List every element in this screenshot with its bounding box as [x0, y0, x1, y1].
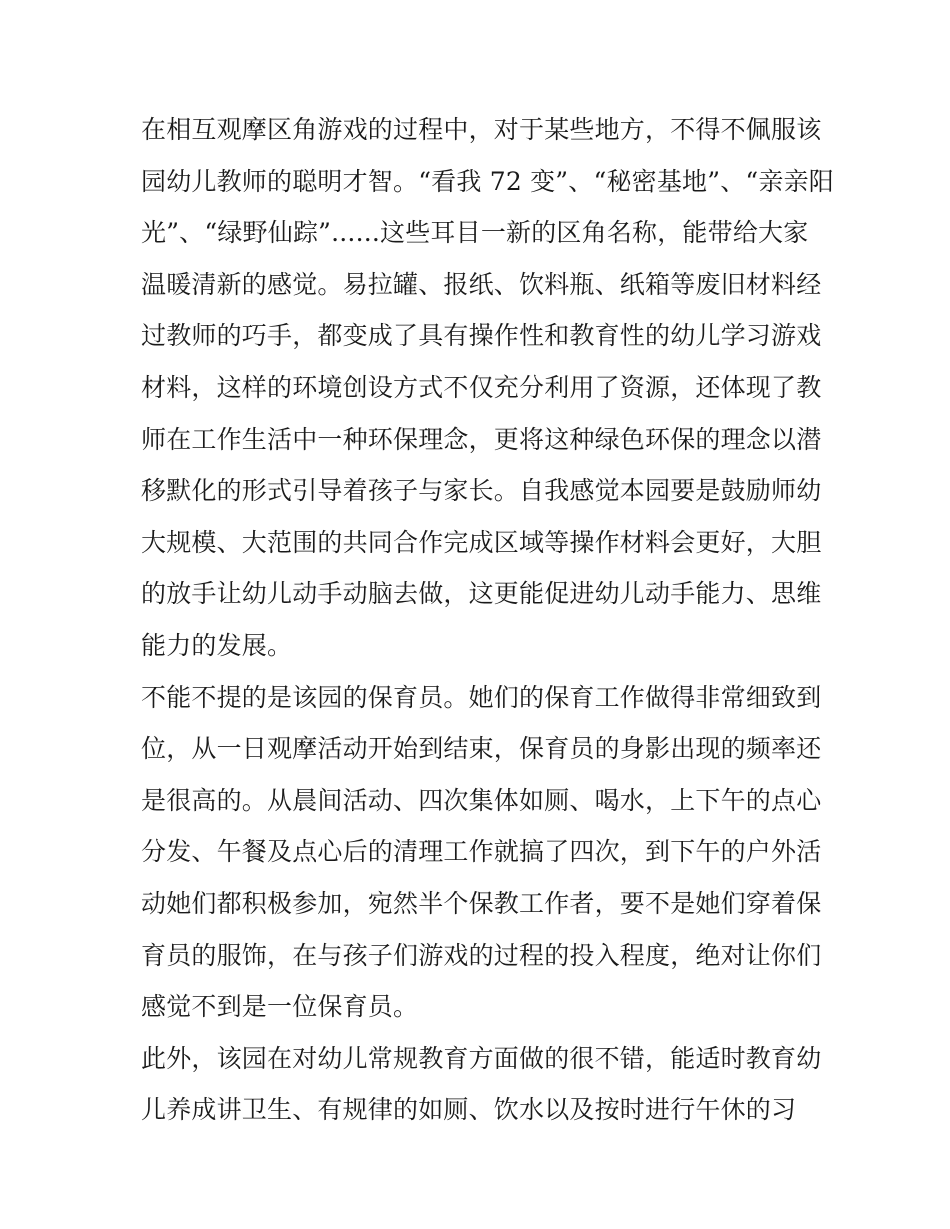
text-line: 移默化的形式引导着孩子与家长。自我感觉本园要是鼓励师幼: [141, 476, 822, 506]
paragraph-3: [141, 1033, 821, 1136]
body-text: [141, 104, 835, 1136]
text-line: 育员的服饰，在与孩子们游戏的过程的投入程度，绝对让你们: [141, 940, 822, 970]
text-line: 是很高的。从晨间活动、四次集体如厕、喝水，上下午的点心: [141, 785, 822, 815]
text-line: 在相互观摩区角游戏的过程中，对于某些地方，不得不佩服该: [141, 115, 822, 144]
text-line: 过教师的巧手，都变成了具有操作性和教育性的幼儿学习游戏: [141, 321, 822, 351]
text-line: 大规模、大范围的共同合作完成区域等操作材料会更好，大胆: [141, 527, 822, 557]
text-line: 动她们都积极参加，宛然半个保教工作者，要不是她们穿着保: [141, 888, 822, 918]
text-line: 此外，该园在对幼儿常规教育方面做的很不错，能适时教育幼: [141, 1043, 822, 1073]
paragraph-1: [141, 104, 835, 672]
text-line: 光”、“绿野仙踪”......这些耳目一新的区角名称，能带给大家: [141, 218, 809, 248]
text-line: 分发、午餐及点心后的清理工作就搞了四次，到下午的户外活: [141, 837, 822, 867]
text-line: 师在工作生活中一种环保理念，更将这种绿色环保的理念以潜: [141, 424, 822, 454]
text-line: 温暖清新的感觉。易拉罐、报纸、饮料瓶、纸箱等废旧材料经: [141, 269, 822, 299]
paragraph-2: [141, 672, 821, 1033]
text-line: 不能不提的是该园的保育员。她们的保育工作做得非常细致到: [141, 682, 822, 712]
text-line: 材料，这样的环境创设方式不仅充分利用了资源，还体现了教: [141, 372, 822, 402]
text-line: 位，从一日观摩活动开始到结束，保育员的身影出现的频率还: [141, 734, 822, 764]
text-line: 的放手让幼儿动手动脑去做，这更能促进幼儿动手能力、思维: [141, 579, 822, 609]
text-line: 儿养成讲卫生、有规律的如厕、饮水以及按时进行午休的习: [141, 1095, 797, 1125]
text-line: 能力的发展。: [141, 630, 293, 660]
text-line: 感觉不到是一位保育员。: [141, 992, 419, 1022]
text-line: 园幼儿教师的聪明才智。“看我 72 变”、“秘密基地”、“亲亲阳: [141, 166, 835, 196]
